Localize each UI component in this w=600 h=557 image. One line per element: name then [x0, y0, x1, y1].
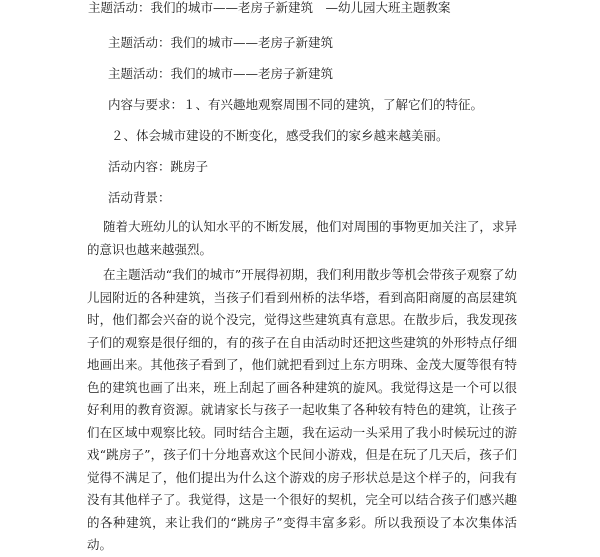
background-paragraph-1: 随着大班幼儿的认知水平的不断发展，他们对周围的事物更加关注了，求异的意识也越来越强烈。 [87, 219, 517, 257]
activity-background-label: 活动背景： [108, 190, 171, 205]
requirement-2: ２、体会城市建设的不断变化，感受我们的家乡越来越美丽。 [111, 128, 449, 143]
theme-line-2: 主题活动：我们的城市——老房子新建筑 [108, 66, 334, 81]
requirement-1: 内容与要求：１、有兴趣地观察周围不同的建筑，了解它们的特征。 [108, 97, 484, 112]
theme-line-1: 主题活动：我们的城市——老房子新建筑 [108, 35, 334, 50]
document-header-line: 主题活动：我们的城市——老房子新建筑 —幼儿园大班主题教案 [88, 0, 451, 15]
background-paragraph-2: 在主题活动“我们的城市”开展得初期，我们利用散步等机会带孩子观察了幼儿园附近的各种建筑，当孩子们看到州桥的法华塔，看到高阳商厦的高层建筑时，他们都会兴奋的说个没完，觉得这些建筑真有意思。在散步后，我发现孩子们的观察是很仔细的，有的孩子在自由活动时还把这些建筑的外形特点仔细地画出来。其他孩子看到了，他们就把看到过上东方明珠、金茂大厦等很有特色的建筑也画了出来，班上刮起了画各种建筑的旋风。我觉得这是一个可以很好利用的教育资源。就请家长与孩子一起收集了各种较有特色的建筑，让孩子们在区域中观察比较。同时结合主题，我在运动一头采用了我小时候玩过的游戏“跳房子”，孩子们十分地喜欢这个民间小游戏，但是在玩了几天后，孩子们觉得不满足了，他们提出为什么这个游戏的房子形状总是这个样子的，问我有没有其他样子了。我觉得，这是一个很好的契机，完全可以结合孩子们感兴趣的各种建筑，来让我们的“跳房子”变得丰富多彩。所以我预设了本次集体活动。 [87, 267, 517, 552]
activity-content: 活动内容：跳房子 [108, 159, 209, 174]
